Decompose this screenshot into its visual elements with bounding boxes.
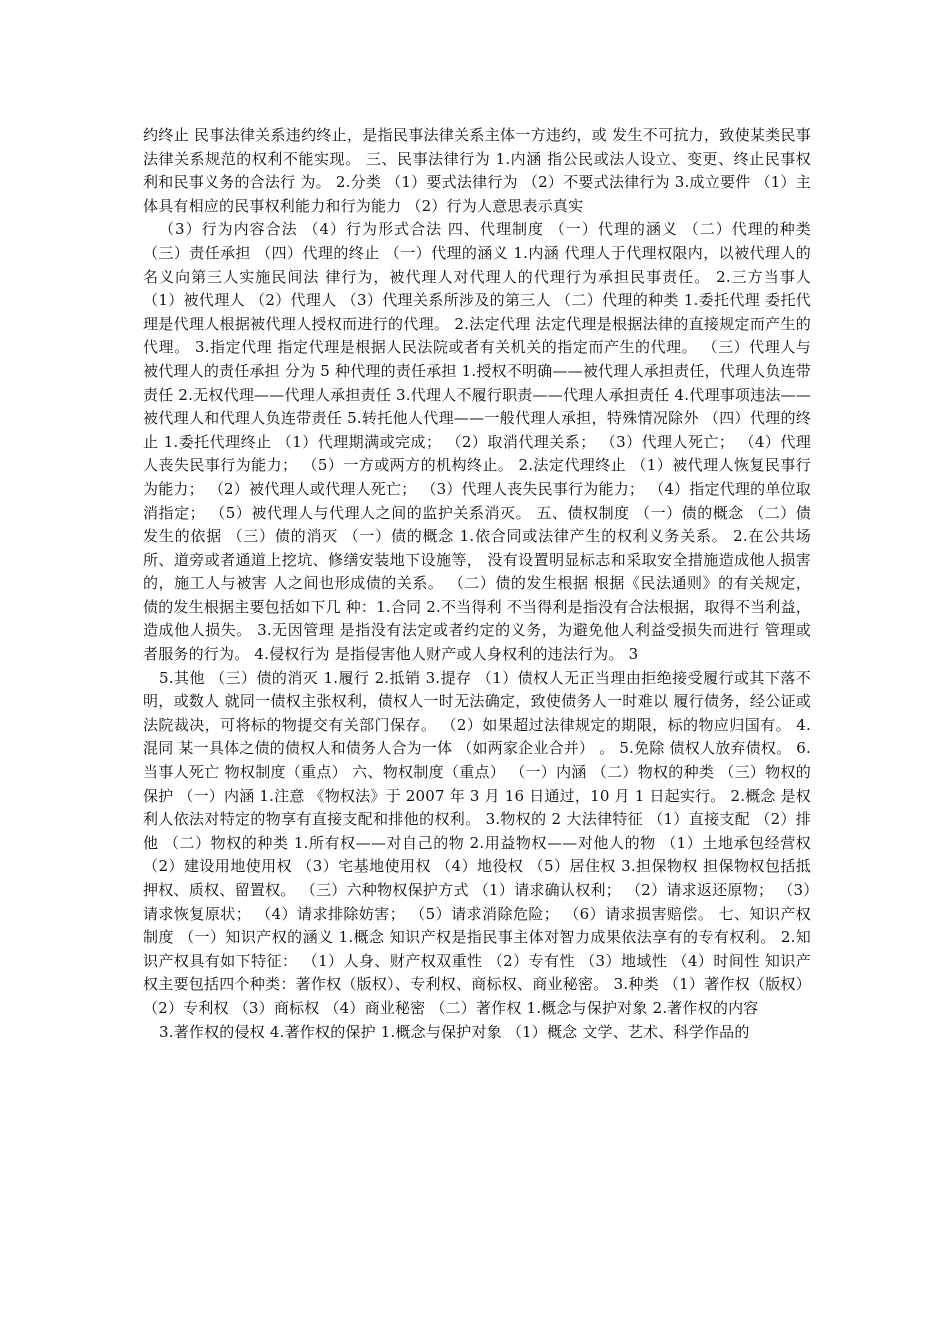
paragraph: （3）行为内容合法 （4）行为形式合法 四、代理制度 （一）代理的涵义 （二）代理的种类 （三）责任承担 （四）代理的终止 （一）代理的涵义 1.内涵 代理人于代理权限内，以被代理人的名义向第三人实施民间法 律行为，被代理人对代理人的代理行为承担民事责任。 2.三方当事人 （1）被代理人 （2）代理人 （3）代理关系所涉及的第三人 （二）代理的种类 1.委托代理 委托代理是代理人根据被代理人授权而进行的代理。 2.法定代理 法定代理是根据法律的直接规定而产生的代理。 3.指定代理 指定代理是根据人民法院或者有关机关的指定而产生的代理。 （三）代理人与被代理人的责任承担 分为 5 种代理的责任承担 1.授权不明确——被代理人承担责任，代理人负连带责任 2.无权代理——代理人承担责任 3.代理人不履行职责——代理人承担责任 4.代理事项违法——被代理人和代理人负连带责任 5.转托他人代理——一般代理人承担，特殊情况除外 （四）代理的终止 1.委托代理终止 （1）代理期满或完成； （2）取消代理关系； （3）代理人死亡； （4）代理人丧失民事行为能力； （5）一方或两方的机构终止。 2.法定代理终止 （1）被代理人恢复民事行为能力； （2）被代理人或代理人死亡； （3）代理人丧失民事行为能力； （4）指定代理的单位取消指定； （5）被代理人与代理人之间的监护关系消灭。 五、债权制度 （一）债的概念 （二）债发生的依据 （三）债的消灭 （一）债的概念 1.依合同或法律产生的权利义务关系。 2.在公共场所、道旁或者通道上挖坑、修缮安装地下设施等， 没有设置明显标志和采取安全措施造成他人损害的，施工人与被害 人之间也形成债的关系。 （二）债的发生根据 根据《民法通则》的有关规定，债的发生根据主要包括如下几 种：1.合同 2.不当得利 不当得利是指没有合法根据，取得不当利益，造成他人损失。 3.无因管理 是指没有法定或者约定的义务，为避免他人利益受损失而进行 管理或者服务的行为。 4.侵权行为 是指侵害他人财产或人身权利的违法行为。 3 [143, 220, 811, 664]
paragraph: 约终止 民事法律关系违约终止，是指民事法律关系主体一方违约，或 发生不可抗力，致使某类民事法律关系规范的权利不能实现。 三、民事法律行为 1.内涵 指公民或法人设立、变更、终止民事权利和民事义务的合法行 为。 2.分类 （1）要式法律行为 （2）不要式法律行为 3.成立要件 （1）主体具有相应的民事权利能力和行为能力 （2）行为人意思表示真实 [143, 126, 811, 215]
paragraph: 5.其他 （三）债的消灭 1.履行 2.抵销 3.提存 （1）债权人无正当理由拒绝接受履行或其下落不明，或数人 就同一债权主张权利，债权人一时无法确定，致使债务人一时难以 履行债务，经公证或法院裁决，可将标的物提交有关部门保存。 （2）如果超过法律规定的期限，标的物应归国有。 4.混同 某一具体之债的债权人和债务人合为一体 （如两家企业合并） 。 5.免除 债权人放弃债权。 6.当事人死亡 物权制度（重点） 六、物权制度（重点） （一）内涵 （二）物权的种类 （三）物权的保护 （一）内涵 1.注意 《物权法》于 2007 年 3 月 16 日通过，10 月 1 日起实行。 2.概念 是权利人依法对特定的物享有直接支配和排他的权利。 3.物权的 2 大法律特征 （1）直接支配 （2）排他 （二）物权的种类 1.所有权——对自己的物 2.用益物权——对他人的物 （1）土地承包经营权 （2）建设用地使用权 （3）宅基地使用权 （4）地役权 （5）居住权 3.担保物权 担保物权包括抵押权、质权、留置权。 （三）六种物权保护方式 （1）请求确认权利； （2）请求返还原物； （3）请求恢复原状； （4）请求排除妨害； （5）请求消除危险； （6）请求损害赔偿。 七、知识产权制度 （一）知识产权的涵义 1.概念 知识产权是指民事主体对智力成果依法享有的专有权利。 2.知识产权具有如下特征： （1）人身、财产权双重性 （2）专有性 （3）地域性 （4）时间性 知识产权主要包括四个种类：著作权（版权）、专利权、商标权、商业秘密。 3.种类 （1）著作权（版权） （2）专利权 （3）商标权 （4）商业秘密 （二）著作权 1.概念与保护对象 2.著作权的内容 [143, 668, 811, 1017]
paragraph: 3.著作权的侵权 4.著作权的保护 1.概念与保护对象 （1）概念 文学、艺术、科学作品的 [159, 1022, 750, 1041]
document-body [143, 124, 811, 1044]
